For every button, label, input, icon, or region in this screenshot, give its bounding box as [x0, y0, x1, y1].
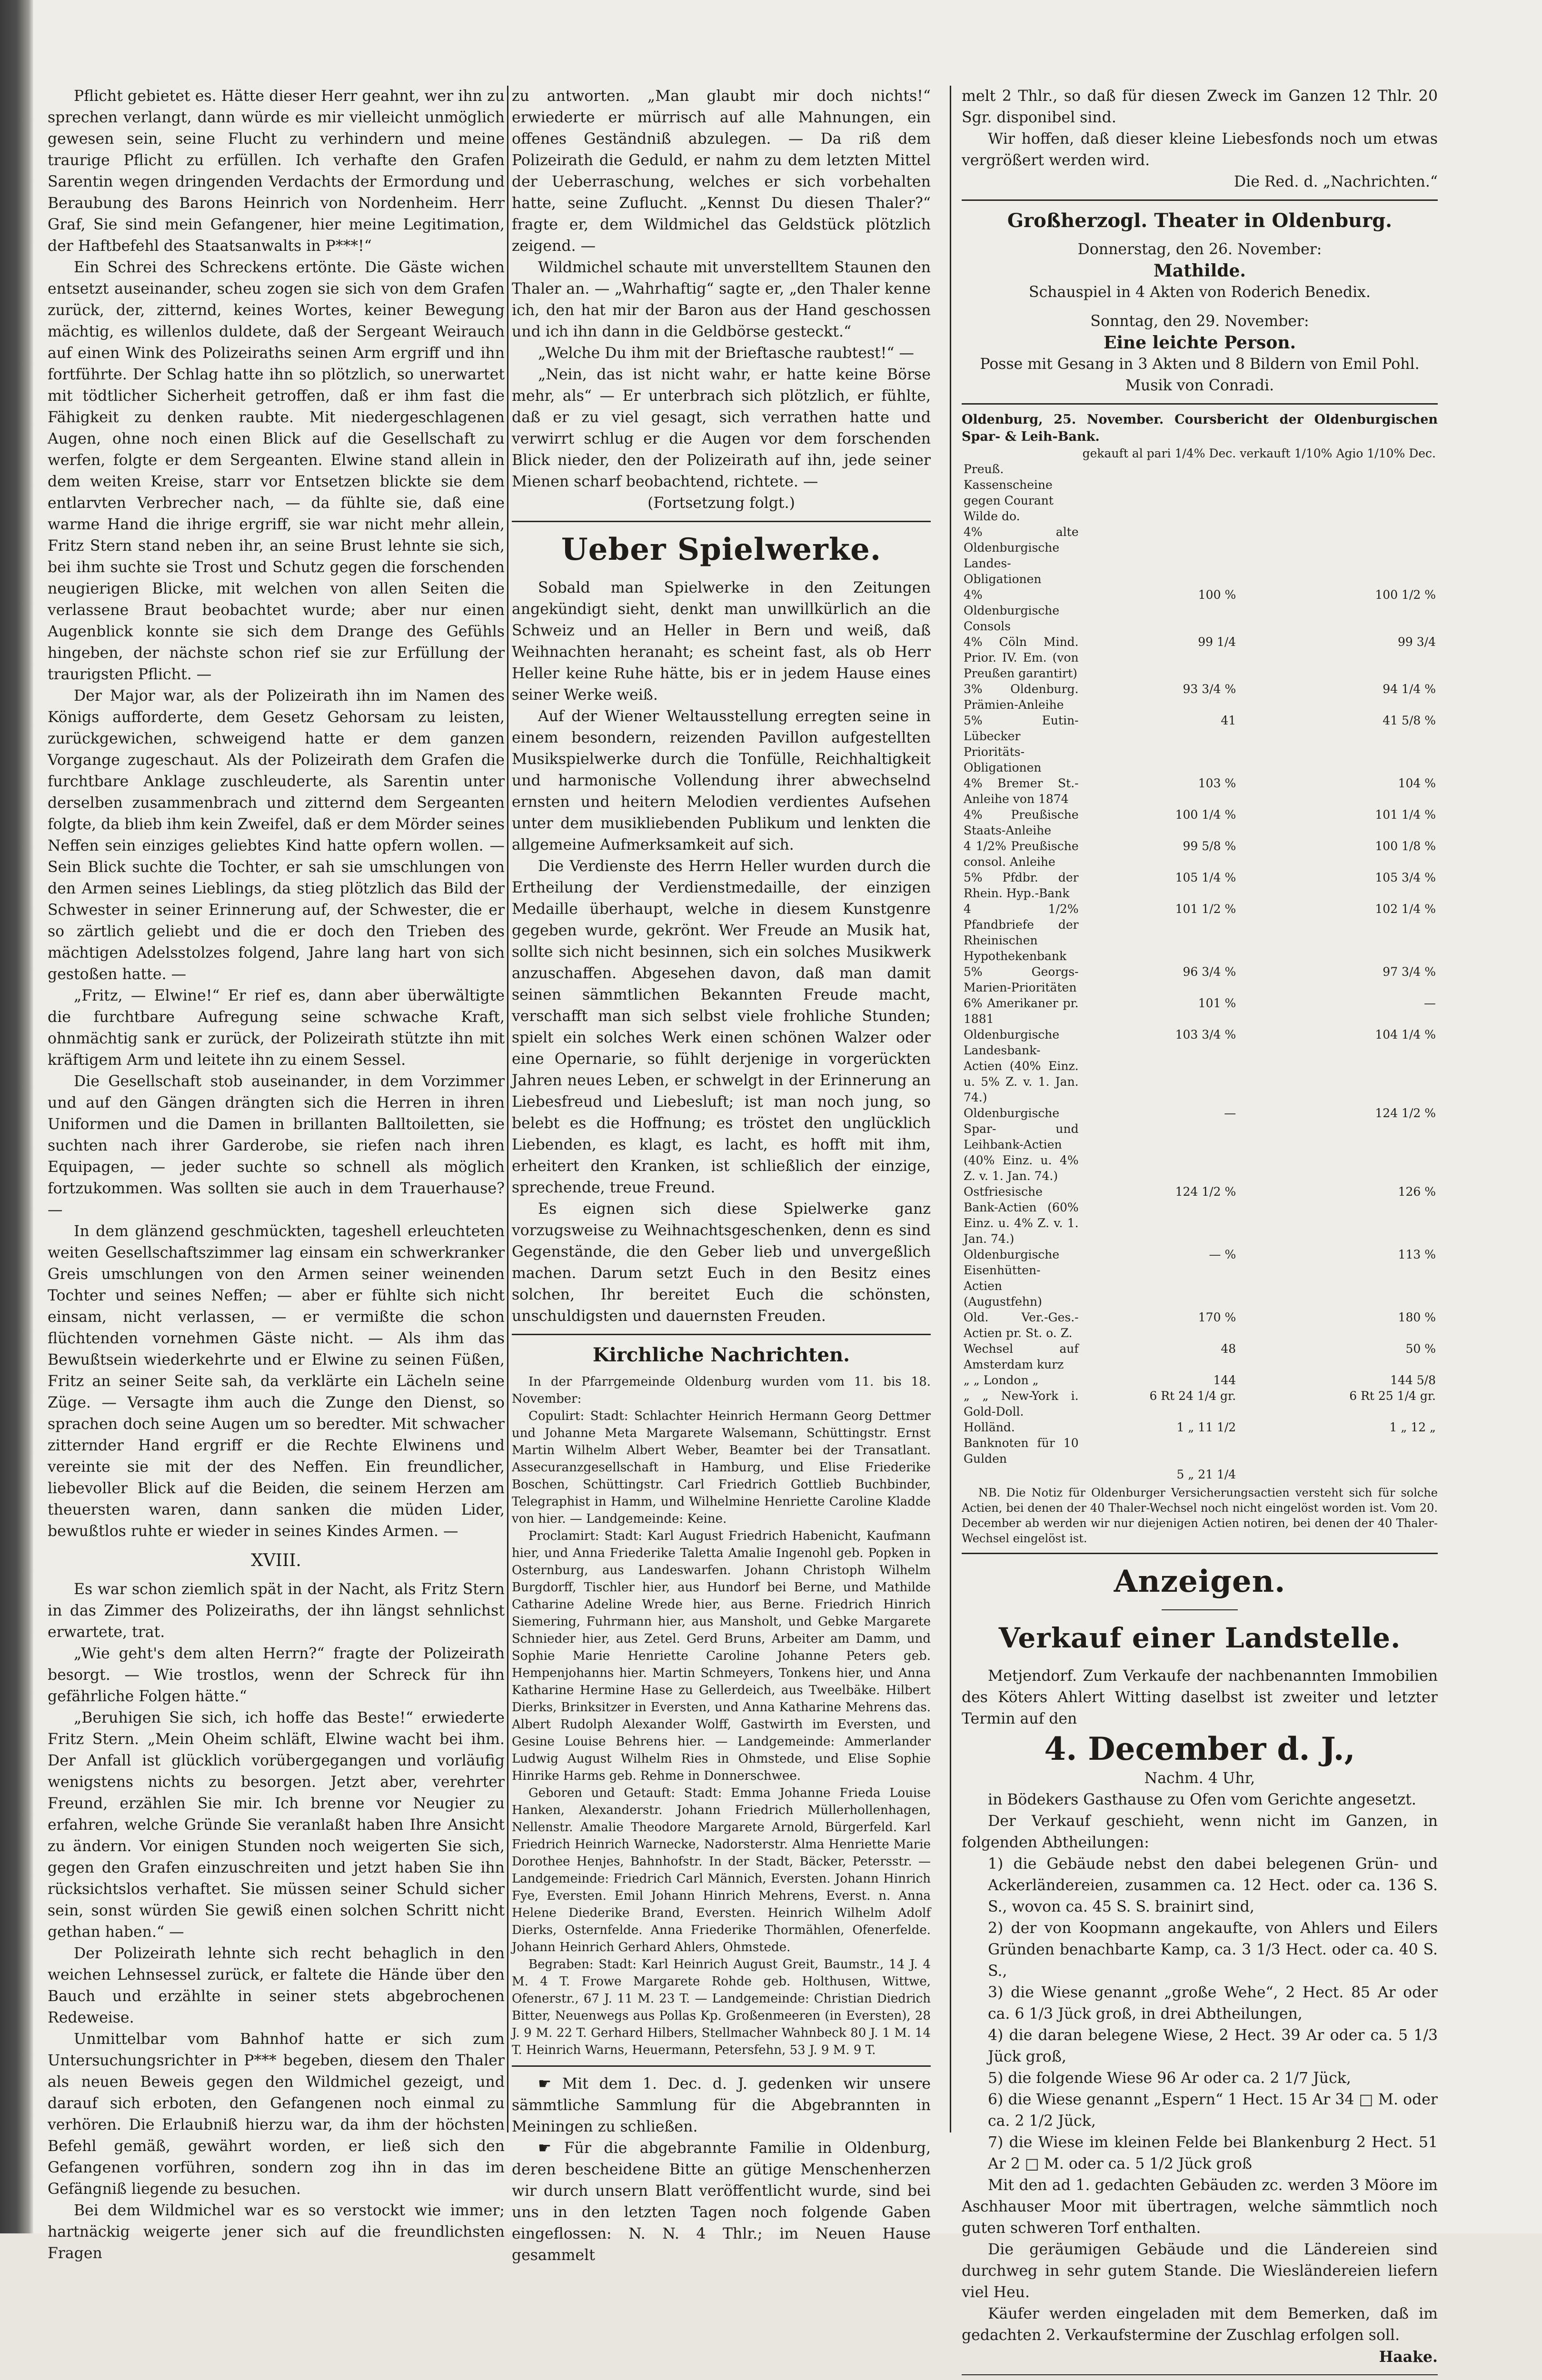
table-cell: 1 „ 12 „	[1389, 1420, 1436, 1434]
table-cell: 101 1/4 %	[1375, 808, 1436, 822]
table-row	[962, 1467, 1438, 1482]
paragraph: Es war schon ziemlich spät in der Nacht, als Fritz Stern in das Zimmer des Polizeiraths, der ihn längst sehnlichst erwartete, trat.	[48, 1581, 505, 1641]
ad-text: Der Verkauf geschieht, wenn nicht im Ganzen, in folgenden Abtheilungen:	[962, 1813, 1438, 1851]
table-cell: 100 1/4 %	[1175, 808, 1236, 822]
paragraph: Unmittelbar vom Bahnhof hatte er sich zum Untersuchungsrichter in P*** begeben, diesem den Thaler als neuen Beweis gegen den Wildmichel gezeigt, und darauf sich erboten, den Gefangenen noch einmal zu verhören. Die Erlaubniß hierzu war, da ihm der höchsten Befehl gemäß, gewährt worden, er ließ sich den Gefangenen vorführen, sondern zog ihn in das im Gefängniß liegende zu besuchen.	[48, 2031, 505, 2198]
table-row	[962, 870, 1438, 901]
table-cell: 1 „ 11 1/2	[1176, 1420, 1236, 1434]
table-cell: 4% Oldenburgische Consols	[964, 588, 1060, 633]
book-binding	[0, 0, 33, 2233]
church-proclamirt: Proclamirt: Stadt: Karl August Friedrich Habenicht, Kaufmann hier, und Anna Friederike Taletta Amalie Ingenohl geb. Popken in Osternburg, aus Landeswarfen. Johann Christoph Wilhelm Burgdorff, Tischler hier, aus Hundorf bei Berne, und Mathilde Catharine Adeline Wrede hier, aus Berne. Friedrich Hinrich Siemering, Fuhrmann hier, aus Mansholt, und Gebke Margarete Schnieder hier, aus Zetel. Gerd Bruns, Arbeiter am Damm, und Sophie Marie Henriette Caroline Johanne Peters geb. Hempenjohanns hier. Martin Schmeyers, Tonkens hier, und Anna Katharine Hermine Hase zu Gellerdeich, aus Tweelbäke. Hilbert Dierks, Brinksitzer in Eversten, und Anna Katharine Mehrens das. Albert Rudolph Alexander Wolff, Gastwirth im Eversten, und Gesine Louise Behrens hier. — Landgemeinde: Ammerlander Ludwig August Wilhelm Ries in Ohmstede, und Elise Sophie Hinrike Harms geb. Rehme in Donnerschwee.	[512, 1529, 931, 1783]
table-row	[962, 1184, 1438, 1247]
ad-place: in Bödekers Gasthause zu Ofen vom Gerichte angesetzt.	[988, 1791, 1416, 1808]
table-cell: 100 %	[1198, 588, 1236, 602]
table-cell: 4% alte Oldenburgische Landes-Obligationen	[964, 525, 1079, 586]
table-cell: 6 Rt 25 1/4 gr.	[1349, 1389, 1436, 1403]
table-cell: 100 1/2 %	[1375, 588, 1436, 602]
table-cell: 101 %	[1198, 996, 1236, 1010]
paragraph: Die geräumigen Gebäude und die Ländereien sind durchweg in sehr gutem Stande. Die Wiesländereien liefern viel Heu.	[962, 2241, 1438, 2301]
section-rule	[512, 1334, 931, 1335]
section-rule	[962, 2374, 1438, 2375]
ad-time: Nachm. 4 Uhr,	[1144, 1770, 1255, 1787]
paragraph: Wildmichel schaute mit unverstelltem Staunen den Thaler an. — „Wahrhaftig“ sagte er, „den Thaler kenne ich, den hat mir der Baron aus der Hand geschossen und ich ihn dann in die Geldbörse gesteckt.“	[512, 259, 931, 340]
table-cell: 48	[1221, 1342, 1236, 1356]
church-copulirt: Copulirt: Stadt: Schlachter Heinrich Hermann Georg Dettmer und Johanne Meta Margarete Walsemann, Schüttingstr. Ernst Martin Wilhelm Albert Weber, Beamter bei der Transatlant. Assecuranzgesellschaft in Hamburg, und Elise Friederike Boschen, Schüttingstr. Carl Friedrich Gottlieb Buchbinder, Telegraphist in Hamm, und Wilhelmine Henriette Caroline Kladde von hier. — Landgemeinde: Keine.	[512, 1409, 931, 1526]
theater-date: Donnerstag, den 26. November:	[1077, 241, 1322, 258]
column-2	[512, 86, 931, 2264]
table-cell	[1081, 524, 1238, 587]
table-cell: 124 1/2 %	[1175, 1185, 1236, 1199]
table-cell: 103 3/4 %	[1175, 1028, 1236, 1041]
table-cell: 41 5/8 %	[1383, 714, 1436, 727]
table-cell: Wilde do.	[964, 509, 1020, 523]
list-item: 2) der von Koopmann angekaufte, von Ahlers und Eilers Gründen benachbarte Kamp, ca. 3 1/3 Hect. oder ca. 40 S. S.,	[988, 1920, 1438, 1980]
paragraph: Bei dem Wildmichel war es so verstockt wie immer; hartnäckig weigerte jener sich auf die freundlichsten Fragen	[48, 2202, 505, 2262]
table-row	[962, 1341, 1438, 1372]
chapter-number: XVIII.	[251, 1551, 301, 1570]
table-cell: 124 1/2 %	[1375, 1106, 1436, 1120]
table-cell	[1081, 508, 1238, 524]
table-row	[962, 964, 1438, 995]
paragraph: In dem glänzend geschmückten, tageshell erleuchteten weiten Gesellschaftszimmer lag einsam ein schwerkranker Greis umschlungen von den Armen seiner weinenden Tochter und seines Neffen; — aber er fühlte sich nicht einsam, nicht verlassen, — er vermißte die schon flüchtenden vornehmen Gäste nicht. — Als ihm das Bewußtsein wiederkehrte und er Elwine zu seinen Füßen, Fritz an seiner Seite sah, da verklärte ein Lächeln seine Züge. — Versagte ihm auch die Zunge den Dienst, so sprachen doch seine Augen um so beredter. Mit schwacher zitternder Hand ergriff er die Rechte Elwinens und vereinte sie mit der des Neffen. Ein freundlicher, liebevoller Blick auf die Beiden, die seinem Herzen am theuersten waren, dann sanken die müden Lider, bewußtlos ruhte er wieder in seines Kindes Armen. —	[48, 1223, 505, 1540]
list-item: 3) die Wiese genannt „große Wehe“, 2 Hect. 85 Ar oder ca. 6 1/3 Jück groß, in drei Abtheilungen,	[988, 1984, 1438, 2023]
column-rule	[507, 86, 508, 2132]
theater-desc: Schauspiel in 4 Akten von Roderich Benedix.	[1029, 284, 1371, 301]
table-row	[962, 1419, 1438, 1467]
table-cell: 5% Georgs-Marien-Prioritäten	[964, 965, 1079, 994]
paragraph: Wir hoffen, daß dieser kleine Liebesfonds noch um etwas vergrößert werden wird.	[962, 130, 1438, 169]
table-cell: Oldenburgische Eisenhütten-Actien (Augustfehn)	[964, 1248, 1060, 1309]
table-cell: Holländ. Banknoten für 10 Gulden	[964, 1420, 1079, 1466]
table-cell: 50 %	[1405, 1342, 1436, 1356]
section-rule	[962, 199, 1438, 201]
table-cell: 105 1/4 %	[1175, 871, 1236, 884]
table-cell: 180 %	[1398, 1310, 1436, 1324]
table-cell	[1238, 461, 1438, 508]
table-row	[962, 713, 1438, 775]
table-cell: 94 1/4 %	[1383, 682, 1436, 696]
paragraph: melt 2 Thlr., so daß für diesen Zweck im Ganzen 12 Thlr. 20 Sgr. disponibel sind.	[962, 88, 1438, 126]
table-row	[962, 587, 1438, 634]
table-cell	[1238, 524, 1438, 587]
column-1	[48, 86, 505, 2262]
table-row	[962, 634, 1438, 681]
ad-date: 4. December d. J.,	[1044, 1730, 1355, 1767]
table-cell: 96 3/4 %	[1183, 965, 1236, 979]
table-row	[962, 901, 1438, 964]
article-heading-spielwerke: Ueber Spielwerke.	[561, 532, 882, 567]
table-cell: —	[1224, 1106, 1236, 1120]
table-cell: 99 1/4	[1198, 635, 1236, 649]
table-cell: „ „ London „	[964, 1373, 1039, 1387]
paragraph: Ein Schrei des Schreckens ertönte. Die Gäste wichen entsetzt auseinander, scheu zogen sie sich von dem Grafen zurück, der, zitternd, keines Wortes, keiner Bewegung mächtig, es willenlos duldete, daß der Sergeant Weirauch auf einen Wink des Polizeiraths seinen Arm ergriff und ihn fortführte. Der Schlag hatte ihn so plötzlich, so unerwartet mit tödtlicher Sicherheit getroffen, daß er ihm fast die Fähigkeit zu denken raubte. Mit niedergeschlagenen Augen, ohne noch einen Blick auf die Gesellschaft zu werfen, folgte er dem Sergeanten. Elwine stand allein in dem weiten Kreise, starr vor Entsetzen blickte sie dem entlarvten Verbrecher nach, — da fühlte sie, daß eine warme Hand die ihrige ergriff, sie war nicht mehr allein, Fritz Stern stand neben ihr, an seine Brust lehnte sie sich, bei ihm suchte sie Trost und Schutz gegen die forschenden neugierigen Blicke, mit welchen von allen Seiten die verlassene Braut beobachtet wurde; aber nur einen Augenblick konnte sie sich dem Drange des Gefühls hingeben, der nächste schon rief sie zur Erfüllung der traurigsten Pflicht. —	[48, 259, 505, 683]
table-row	[962, 1027, 1438, 1105]
table-row	[962, 461, 1438, 508]
table-cell: 5 „ 21 1/4	[1176, 1468, 1236, 1481]
church-begraben: Begraben: Stadt: Karl Heinrich August Greit, Baumstr., 14 J. 4 M. 4 T. Frowe Margarete Rohde geb. Holthusen, Wittwe, Ofenerstr., 67 J. 11 M. 23 T. — Landgemeinde: Christian Diedrich Bitter, Neuenwegs aus Pollas Kp. Großenmeeren (in Eversten), 28 J. 9 M. 22 T. Gerhard Hilbers, Stellmacher Wahnbeck 80 J. 1 M. 14 T. Heinrich Warns, Heuermann, Petersfehn, 53 J. 9 M. 9 T.	[512, 1957, 931, 2057]
paragraph: „Wie geht's dem alten Herrn?“ fragte der Polizeirath besorgt. — Wie trostlos, wenn der Schreck für ihn gefährliche Folgen hätte.“	[48, 1645, 505, 1705]
section-rule	[512, 2065, 931, 2067]
table-cell: 105 3/4 %	[1375, 871, 1436, 884]
theater-play: Eine leichte Person.	[1103, 333, 1296, 353]
table-header	[962, 446, 1438, 461]
table-cell: 101 1/2 %	[1175, 902, 1236, 916]
table-row	[962, 508, 1438, 524]
table-cell: 144	[1213, 1373, 1236, 1387]
list-item: 7) die Wiese im kleinen Felde bei Blankenburg 2 Hect. 51 Ar 2 □ M. oder ca. 5 1/2 Jück groß	[988, 2134, 1438, 2172]
paragraph: In der Pfarrgemeinde Oldenburg wurden vom 11. bis 18. November:	[512, 1375, 931, 1406]
theater-desc: Posse mit Gesang in 3 Akten und 8 Bildern von Emil Pohl. Musik von Conradi.	[980, 356, 1420, 394]
table-row	[962, 995, 1438, 1027]
table-cell: Oldenburgische Spar- und Leihbank-Actien (40% Einz. u. 4% Z. v. 1. Jan. 74.)	[964, 1106, 1079, 1183]
exchange-table	[962, 446, 1438, 1482]
table-cell: 6 Rt 24 1/4 gr.	[1149, 1389, 1236, 1403]
signature: Die Red. d. „Nachrichten.“	[1234, 173, 1438, 190]
continued-note: (Fortsetzung folgt.)	[647, 495, 795, 512]
table-cell: 4% Preußische Staats-Anleihe	[964, 808, 1079, 837]
notice-meiningen: ☛ Mit dem 1. Dec. d. J. gedenken wir unsere sämmtliche Sammlung für die Abgebrannten in Meiningen zu schließen.	[512, 2075, 931, 2135]
theater-date: Sonntag, den 29. November:	[1090, 313, 1309, 330]
table-cell: 99 3/4	[1398, 635, 1436, 649]
paragraph: Die Gesellschaft stob auseinander, in dem Vorzimmer und auf den Gängen drängten sich die Herren in ihren Uniformen und die Damen in brillanten Balltoiletten, sie suchten nach ihrer Garderobe, sie riefen nach ihren Equipagen, — jeder suchte so schnell als möglich fortzukommen. Was sollten sie auch in dem Trauerhause? —	[48, 1073, 505, 1219]
table-row	[962, 838, 1438, 870]
list-item: 4) die daran belegene Wiese, 2 Hect. 39 Ar oder ca. 5 1/3 Jück groß,	[988, 2027, 1438, 2065]
heading-church-news: Kirchliche Nachrichten.	[592, 1344, 850, 1366]
table-cell: 102 1/4 %	[1375, 902, 1436, 916]
paragraph: Pflicht gebietet es. Hätte dieser Herr geahnt, wer ihn zu sprechen verlangt, dann würde es mir vielleicht unmöglich gewesen sein, seine Flucht zu verhindern und meine traurige Pflicht zu erfüllen. Ich verhafte den Grafen Sarentin wegen dringenden Verdachts der Ermordung und Beraubung des Barons Heinrich von Nordenheim. Herr Graf, Sie sind mein Gefangener, hier meine Legitimation, der Haftbefehl des Staatsanwalts in P***!“	[48, 88, 505, 255]
table-row	[962, 1247, 1438, 1309]
exchange-note: NB. Die Notiz für Oldenburger Versicherungsactien versteht sich für solche Actien, bei denen der 40 Thaler-Wechsel noch nicht eingelöst worden ist. Vom 20. December ab werden wir nur diejenigen Actien notiren, bei denen der 40 Thaler-Wechsel eingelöst ist.	[962, 1486, 1438, 1545]
table-row	[962, 1372, 1438, 1388]
paragraph: Sobald man Spielwerke in den Zeitungen angekündigt sieht, denkt man unwillkürlich an die Schweiz und an Heller in Bern und weiß, daß Weihnachten heranaht; es scheint fast, als ob Herr Heller keine Ruhe hätte, bis er in jedem Hause eines seiner Werke weiß.	[512, 579, 931, 704]
ad-title-landstelle: Verkauf einer Landstelle.	[998, 1622, 1401, 1654]
section-rule	[962, 403, 1438, 405]
table-cell: 103 %	[1198, 776, 1236, 790]
paragraph: Der Major war, als der Polizeirath ihn im Namen des Königs aufforderte, dem Gesetz Gehorsam zu leisten, zurückgewichen, schweigend hatte er dem ganzen Vorgange zugeschaut. Als der Polizeirath dem Grafen die furchtbare Anklage zuschleuderte, als Sarentin unter derselben zusammenbrach und zitternd dem Sergeanten folgte, da blieb ihm kein Zweifel, daß er dem Mörder seines Neffen sein einziges geliebtes Kind hatte opfern wollen. — Sein Blick suchte die Tochter, er sah sie umschlungen von den Armen seines Lieblings, da stieg plötzlich das Bild der Schwester in seiner Erinnerung auf, der Schwester, die er so zärtlich geliebt und die er doch den Trieben des mächtigen Adelsstolzes folgend, Jahre lang hart von sich gestoßen hatte. —	[48, 687, 505, 983]
heading-anzeigen: Anzeigen.	[1114, 1564, 1286, 1599]
table-cell: 4 1/2% Preußische consol. Anleihe	[964, 839, 1079, 869]
paragraph: Der Polizeirath lehnte sich recht behaglich in den weichen Lehnsessel zurück, er faltete die Hände über den Bauch und erzählte in seiner stets abgebrochenen Redeweise.	[48, 1945, 505, 2026]
table-cell: 93 3/4 %	[1183, 682, 1236, 696]
list-item: 5) die folgende Wiese 96 Ar oder ca. 2 1/7 Jück,	[988, 2070, 1351, 2087]
paragraph: „Nein, das ist nicht wahr, er hatte keine Börse mehr, als“ — Er unterbrach sich plötzlich, er fühlte, daß er zu viel gesagt, sich verrathen hatte und verwirrt schlug er die Augen vor dem forschenden Blick nieder, den der Polizeirath auf ihn, jede seiner Mienen scharf beobachtend, richtete. —	[512, 366, 931, 490]
paragraph: „Welche Du ihm mit der Brieftasche raubtest!“ —	[538, 345, 915, 362]
table-cell: 41	[1221, 714, 1236, 727]
table-cell: „ „ New-York i. Gold-Doll.	[964, 1389, 1079, 1418]
table-cell: 5% Eutin-Lübecker Prioritäts-Obligationen	[964, 714, 1079, 774]
table-cell: Wechsel auf Amsterdam kurz	[964, 1342, 1079, 1371]
section-rule	[962, 1553, 1438, 1554]
exchange-title: Oldenburg, 25. November. Coursbericht der Oldenburgischen Spar- & Leih-Bank.	[962, 412, 1438, 444]
table-cell: —	[1424, 996, 1436, 1010]
table-cell: gekauft al pari 1/4% Dec.	[1082, 446, 1236, 460]
theater-play: Mathilde.	[1154, 261, 1246, 281]
table-cell: 126 %	[1398, 1185, 1436, 1199]
paragraph: Auf der Wiener Weltausstellung erregten seine in einem besondern, reizenden Pavillon aufgestellten Musikspielwerke durch die Tonfülle, Reichhaltigkeit und harmonische Vollendung ihrer abwechselnd ernsten und heitern Melodien verdientes Aufsehen unter dem musikliebenden Publikum und lenkten die allgemeine Aufmerksamkeit auf sich.	[512, 708, 931, 853]
table-cell: 4% Bremer St.-Anleihe von 1874	[964, 776, 1079, 806]
table-cell: 97 3/4 %	[1383, 965, 1436, 979]
table-cell	[1238, 508, 1438, 524]
table-cell: 113 %	[1398, 1248, 1436, 1261]
paragraph: „Fritz, — Elwine!“ Er rief es, dann aber überwältigte die furchtbare Aufregung seine schwache Kraft, ohnmächtig sank er zurück, der Polizeirath stützte ihn mit kräftigem Arm und leitete ihn zu einem Sessel.	[48, 987, 505, 1069]
pointing-hand-icon: ☛	[538, 2140, 564, 2157]
notice-familie: ☛ Für die abgebrannte Familie in Oldenburg, deren bescheidene Bitte an gütige Menschenherzen wir durch unsern Blatt veröffentlicht wurde, sind bei uns in den letzten Tagen noch folgende Gaben eingeflossen: N. N. 4 Thlr.; im Neuen Hause gesammelt	[512, 2140, 931, 2264]
table-cell: 3% Oldenburg. Prämien-Anleihe	[964, 682, 1079, 712]
table-cell: 170 %	[1198, 1310, 1236, 1324]
section-rule	[512, 521, 931, 522]
table-cell: 6% Amerikaner pr. 1881	[964, 996, 1079, 1026]
church-geboren: Geboren und Getauft: Stadt: Emma Johanne Frieda Louise Hanken, Alexanderstr. Johann Friedrich Müllerhollenhagen, Nellenstr. Amalie Theodore Margarete Arnold, Bürgerfeld. Karl Friedrich Heinrich Warnecke, Nadorsterstr. Alma Henriette Marie Dorothee Henjes, Bahnhofstr. In der Stadt, Bäcker, Petersstr. — Landgemeinde: Friedrich Carl Männich, Eversten. Johann Hinrich Fye, Eversten. Emil Johann Hinrich Mehrens, Everst. n. Anna Helene Diederike Brand, Eversten. Heinrich Wilhelm Adolf Dierks, Osternfelde. Anna Friederike Thormählen, Ofenerfelde. Johann Heinrich Gerhard Ahlers, Ohmstede.	[512, 1786, 931, 1954]
table-cell: 5% Pfdbr. der Rhein. Hyp.-Bank	[964, 871, 1079, 900]
table-cell: 104 %	[1398, 776, 1436, 790]
theater-title: Großherzogl. Theater in Oldenburg.	[1007, 209, 1393, 232]
table-row	[962, 681, 1438, 713]
table-cell: 144 5/8	[1390, 1373, 1436, 1387]
table-cell: — %	[1209, 1248, 1236, 1261]
paragraph: „Beruhigen Sie sich, ich hoffe das Beste!“ erwiederte Fritz Stern. „Mein Oheim schläft, Elwine wacht bei ihm. Der Anfall ist glücklich vorübergegangen und vorläufig wenigstens nichts zu besorgen. Jetzt aber, verehrter Freund, erzählen Sie mir. Ich brenne vor Neugier zu erfahren, welche Gründe Sie veranlaßt haben Ihre Ansicht zu ändern. Vor einigen Stunden noch weigerten Sie sich, gegen den Grafen einzuschreiten und jetzt haben Sie ihn rücksichtslos verhaftet. Sie müssen seiner Schuld sicher sein, sonst würden Sie gewiß einen solchen Schritt nicht gethan haben.“ —	[48, 1709, 505, 1941]
list-item: 1) die Gebäude nebst den dabei belegenen Grün- und Ackerländereien, zusammen ca. 12 Hect. oder ca. 136 S. S., wovon ca. 45 S. S. brainirt sind,	[988, 1855, 1438, 1915]
table-cell: Preuß. Kassenscheine gegen Courant	[964, 462, 1054, 507]
table-cell: Ostfriesische Bank-Actien (60% Einz. u. 4% Z. v. 1. Jan. 74.)	[964, 1185, 1079, 1246]
paragraph: Es eignen sich diese Spielwerke ganz vorzugsweise zu Weihnachtsgeschenken, denn es sind Gegenstände, die den Geber lieb und unvergeßlich machen. Darum setzt Euch in den Besitz eines solchen, Ihr bereitet Euch die schönsten, unschuldigsten und dauernsten Freuden.	[512, 1200, 931, 1325]
column-3	[962, 86, 1438, 2366]
table-cell: 99 5/8 %	[1183, 839, 1236, 853]
paragraph: zu antworten. „Man glaubt mir doch nichts!“ erwiederte er mürrisch auf alle Mahnungen, ein offenes Geständniß abzulegen. — Da riß dem Polizeirath die Geduld, er nahm zu dem letzten Mittel der Ueberraschung, welches er sich vorbehalten hatte, seine Zuflucht. „Kennst Du diesen Thaler?“ fragte er, dem Wildmichel das Geldstück plötzlich zeigend. —	[512, 88, 931, 255]
ad-intro: Metjendorf. Zum Verkaufe der nachbenannten Immobilien des Köters Ahlert Witting daselbst ist zweiter und letzter Termin auf den	[962, 1667, 1438, 1727]
divider	[1162, 1609, 1238, 1610]
table-row	[962, 1105, 1438, 1184]
table-cell: 4% Cöln Mind. Prior. IV. Em. (von Preußen garantirt)	[964, 635, 1079, 680]
table-cell	[1238, 1467, 1438, 1482]
table-cell: 100 1/8 %	[1375, 839, 1436, 853]
paragraph: Käufer werden eingeladen mit dem Bemerken, daß im gedachten 2. Verkaufstermine der Zuschlag erfolgen soll.	[962, 2305, 1438, 2344]
table-cell: 4 1/2% Pfandbriefe der Rheinischen Hypothekenbank	[964, 902, 1079, 963]
table-cell: 104 1/4 %	[1375, 1028, 1436, 1041]
table-cell: verkauft 1/10% Agio 1/10% Dec.	[1240, 446, 1436, 460]
table-cell	[962, 1467, 1081, 1482]
pointing-hand-icon: ☛	[538, 2075, 562, 2092]
ad-signature: Haake.	[1379, 2348, 1438, 2366]
table-row	[962, 1388, 1438, 1419]
column-rule	[950, 86, 951, 2132]
list-item: 6) die Wiese genannt „Espern“ 1 Hect. 15 Ar 34 □ M. oder ca. 2 1/2 Jück,	[988, 2091, 1438, 2130]
table-row	[962, 1309, 1438, 1341]
paragraph: Die Verdienste des Herrn Heller wurden durch die Ertheilung der Verdienstmedaille, der einzigen Medaille überhaupt, welche in diesem Kunstgenre gegeben wurde, gekrönt. Wer Freude an Musik hat, sollte sich nicht besinnen, sich ein solches Musikwerk anzuschaffen. Abgesehen davon, daß man damit seinen sämmtlichen Bekannten Freude macht, verschafft man sich selbst viele frohliche Stunden; spielt ein solches Werk einen schönen Walzer oder eine Opernarie, so fühlt derjenige in vorgerückten Jahren neues Leben, er schwelgt in der Erinnerung an Liebesfreud und Liebesluft; ist man noch jung, so belebt es die Hoffnung; es tröstet den unglücklich Liebenden, es klagt, es lacht, es hofft mit ihm, erheitert den Kranken, ist schließlich der einzige, sprechende, treue Freund.	[512, 858, 931, 1196]
table-cell: Oldenburgische Landesbank-Actien (40% Einz. u. 5% Z. v. 1. Jan. 74.)	[964, 1028, 1079, 1104]
paragraph: Mit den ad 1. gedachten Gebäuden zc. werden 3 Möore im Aschhauser Moor mit übertragen, welche sämmtlich noch guten schweren Torf enthalten.	[962, 2177, 1438, 2237]
table-row	[962, 524, 1438, 587]
table-cell	[1081, 461, 1238, 508]
table-cell	[962, 446, 1081, 461]
table-row	[962, 775, 1438, 807]
table-cell: Old. Ver.-Ges.-Actien pr. St. o. Z.	[964, 1310, 1079, 1340]
table-row	[962, 807, 1438, 838]
